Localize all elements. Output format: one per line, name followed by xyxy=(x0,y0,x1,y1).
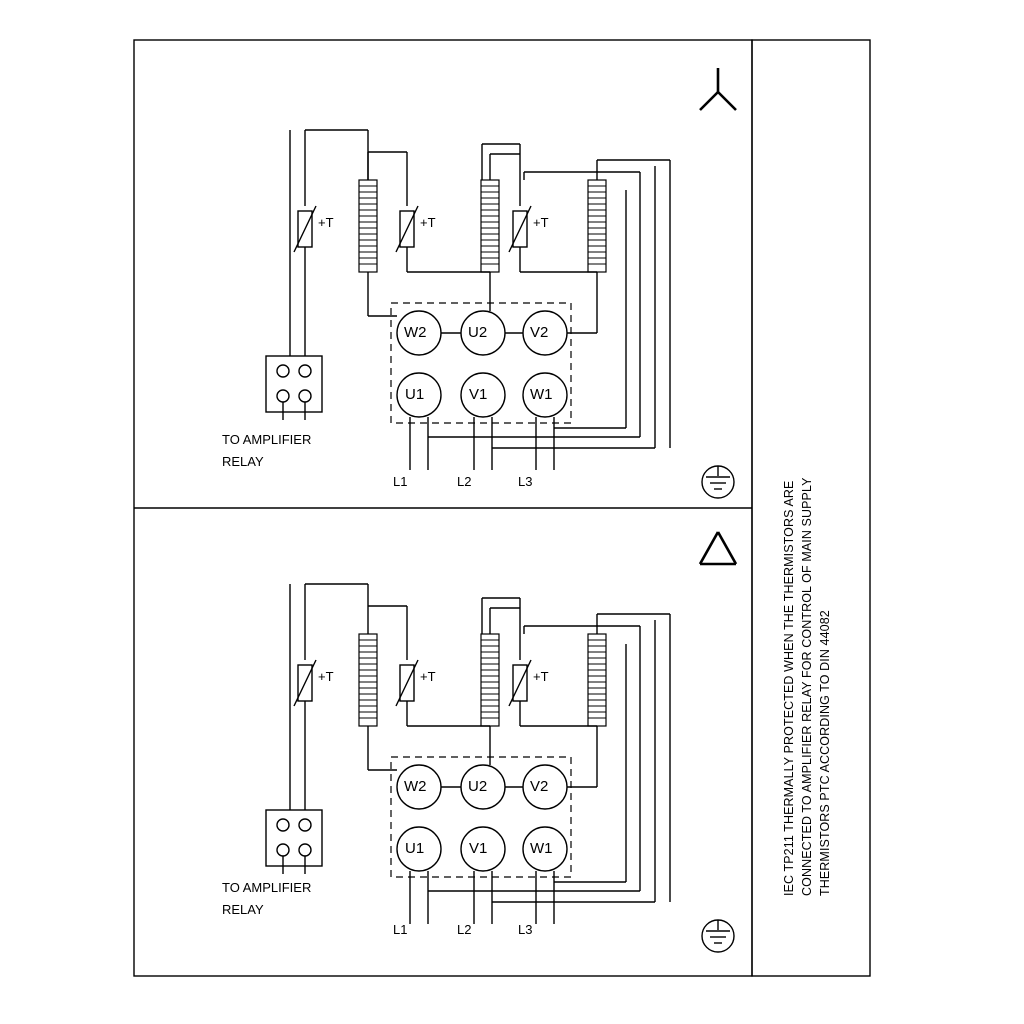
terminal-u1-star: U1 xyxy=(405,386,425,403)
amplifier-relay-label-line1-star: TO AMPLIFIER xyxy=(222,432,312,447)
terminal-w1-delta: W1 xyxy=(530,840,553,857)
thermistor-label-2-delta: +T xyxy=(420,669,436,684)
supply-label-l3-delta: L3 xyxy=(518,922,533,937)
thermistor-label-2-star: +T xyxy=(420,215,436,230)
terminal-v1-star: V1 xyxy=(469,386,488,403)
side-note-line2: CONNECTED TO AMPLIFIER RELAY FOR CONTROL OF MAIN SUPPLY xyxy=(800,477,814,896)
side-note-line3: THERMISTORS PTC ACCORDING TO DIN 44082 xyxy=(818,610,832,896)
panel-delta-art xyxy=(266,532,736,952)
supply-label-l2-star: L2 xyxy=(457,474,472,489)
amplifier-relay-label-line2-star: RELAY xyxy=(222,454,264,469)
terminal-u1-delta: U1 xyxy=(405,840,425,857)
terminal-v2-delta: V2 xyxy=(530,778,549,795)
supply-label-l1-star: L1 xyxy=(393,474,408,489)
supply-label-l1-delta: L1 xyxy=(393,922,408,937)
thermistor-label-3-delta: +T xyxy=(533,669,549,684)
terminal-v1-delta: V1 xyxy=(469,840,488,857)
amplifier-relay-label-line1-delta: TO AMPLIFIER xyxy=(222,880,312,895)
side-note-line1: IEC TP211 THERMALLY PROTECTED WHEN THE THERMISTORS ARE xyxy=(782,480,796,896)
panel-star-art xyxy=(266,68,736,498)
thermistor-label-1-star: +T xyxy=(318,215,334,230)
terminal-w2-delta: W2 xyxy=(404,778,427,795)
supply-label-l3-star: L3 xyxy=(518,474,533,489)
amplifier-relay-label-line2-delta: RELAY xyxy=(222,902,264,917)
thermistor-label-3-star: +T xyxy=(533,215,549,230)
supply-label-l2-delta: L2 xyxy=(457,922,472,937)
terminal-u2-delta: U2 xyxy=(468,778,488,795)
terminal-u2-star: U2 xyxy=(468,324,488,341)
terminal-w1-star: W1 xyxy=(530,386,553,403)
terminal-v2-star: V2 xyxy=(530,324,549,341)
terminal-w2-star: W2 xyxy=(404,324,427,341)
thermistor-label-1-delta: +T xyxy=(318,669,334,684)
